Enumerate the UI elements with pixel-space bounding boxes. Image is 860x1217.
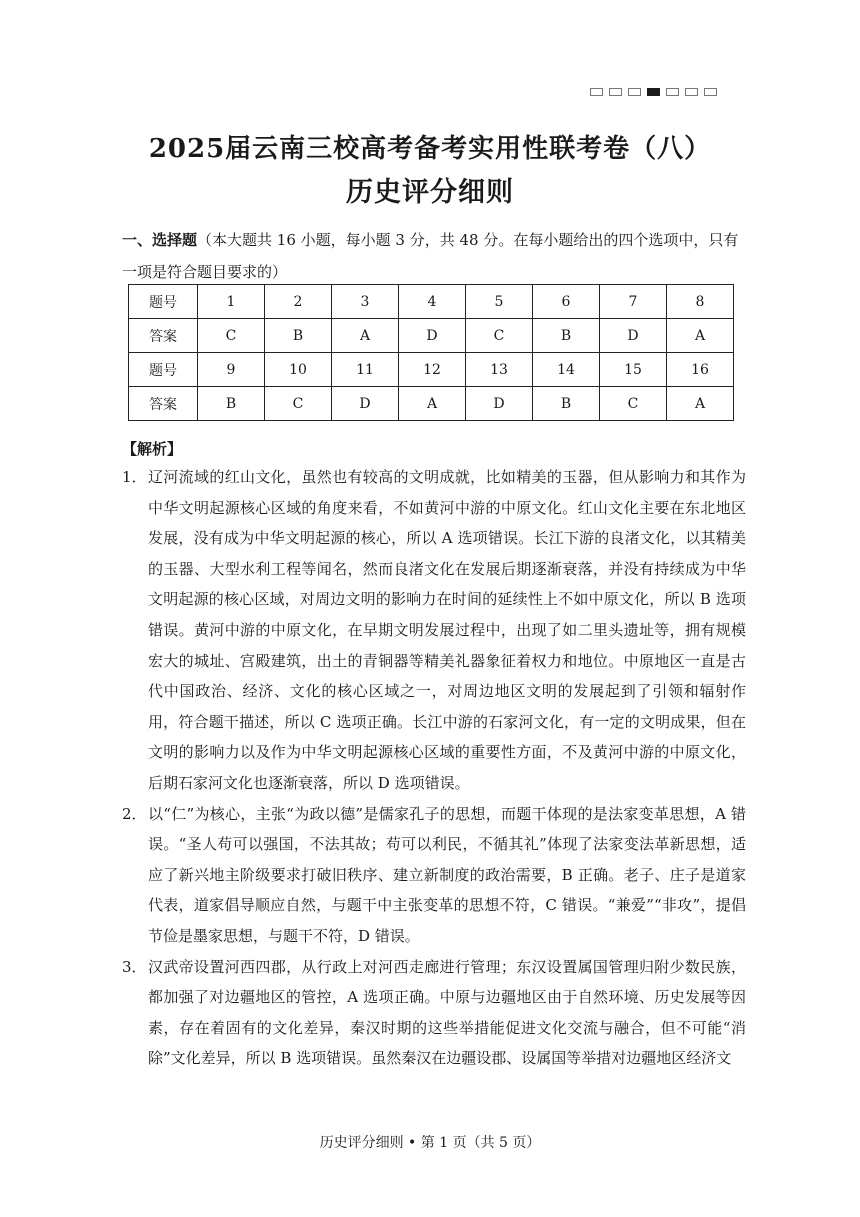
analysis-list xyxy=(122,462,746,1074)
section-instructions xyxy=(122,224,742,288)
analysis-item xyxy=(122,952,746,1074)
page-position-markers xyxy=(590,88,717,96)
page-marker xyxy=(704,88,717,96)
answer-cell: A xyxy=(667,387,734,421)
table-row xyxy=(129,285,734,319)
answer-cell: A xyxy=(399,387,466,421)
answer-cell: C xyxy=(265,387,332,421)
question-number: 16 xyxy=(667,353,734,387)
question-number: 11 xyxy=(332,353,399,387)
question-number: 13 xyxy=(466,353,533,387)
answer-cell: B xyxy=(198,387,265,421)
answer-cell: D xyxy=(600,319,667,353)
document-title: 2025届云南三校高考备考实用性联考卷（八） xyxy=(148,134,712,164)
question-number: 12 xyxy=(399,353,466,387)
answer-cell: A xyxy=(667,319,734,353)
question-number: 6 xyxy=(533,285,600,319)
answer-cell: D xyxy=(399,319,466,353)
item-text: 汉武帝设置河西四郡，从行政上对河西走廊进行管理；东汉设置属国管理归附少数民族，都加强了对边疆地区的管控，A 选项正确。中原与边疆地区由于自然环境、历史发展等因素，存在着固有的文化差异，秦汉时期的这些举措能促进文化交流与融合，但不可能“消除”文化差异，所以 B 选项错误。虽然秦汉在边疆设郡、设属国等举措对边疆地区经济文 xyxy=(148,957,746,1068)
table-row xyxy=(129,387,734,421)
item-text: 辽河流域的红山文化，虽然也有较高的文明成就，比如精美的玉器，但从影响力和其作为中华文明起源核心区域的角度来看，不如黄河中游的中原文化。红山文化主要在东北地区发展，没有成为中华文明起源的核心，所以 A 选项错误。长江下游的良渚文化，以其精美的玉器、大型水利工程等闻名，然而良渚文化在发展后期逐渐衰落，并没有持续成为中华文明起源的核心区域，对周边文明的影响力在时间的延续性上不如中原文化，所以 B 选项错误。黄河中游的中原文化，在早期文明发展过程中，出现了如二里头遗址等，拥有规模宏大的城址、宫殿建筑，出土的青铜器等精美礼器象征着权力和地位。中原地区一直是古代中国政治、经济、文化的核心区域之一，对周边地区文明的发展起到了引领和辐射作用，符合题干描述，所以 C 选项正确。长江中游的石家河文化，有一定的文明成果，但在文明的影响力以及作为中华文明起源核心区域的重要性方面，不及黄河中游的中原文化，后期石家河文化也逐渐衰落，所以 D 选项错误。 xyxy=(148,468,746,792)
analysis-item xyxy=(122,799,746,952)
answer-cell: C xyxy=(600,387,667,421)
item-number: 2． xyxy=(122,804,147,823)
analysis-item xyxy=(122,462,746,799)
question-number: 4 xyxy=(399,285,466,319)
question-number: 10 xyxy=(265,353,332,387)
table-row xyxy=(129,319,734,353)
page-marker xyxy=(590,88,603,96)
question-number: 1 xyxy=(198,285,265,319)
section-heading: 一、选择题 xyxy=(122,231,198,249)
question-number: 7 xyxy=(600,285,667,319)
page-footer: 历史评分细则 • 第 1 页（共 5 页） xyxy=(319,1135,541,1151)
question-number: 5 xyxy=(466,285,533,319)
item-number: 1． xyxy=(122,468,147,486)
answer-cell: B xyxy=(265,319,332,353)
page-marker xyxy=(685,88,698,96)
question-number: 14 xyxy=(533,353,600,387)
row-label: 答案 xyxy=(129,387,198,421)
section-description: （本大题共 16 小题，每小题 3 分，共 48 分。在每小题给出的四个选项中，只有一项是符合题目要求的） xyxy=(122,231,739,281)
answer-cell: D xyxy=(466,387,533,421)
row-label: 答案 xyxy=(129,319,198,353)
answer-table xyxy=(128,284,734,421)
row-label: 题号 xyxy=(129,285,198,319)
answer-cell: B xyxy=(533,387,600,421)
row-label: 题号 xyxy=(129,353,198,387)
answer-cell: C xyxy=(198,319,265,353)
item-number: 3． xyxy=(122,957,147,976)
page-marker xyxy=(609,88,622,96)
question-number: 2 xyxy=(265,285,332,319)
document-subtitle: 历史评分细则 xyxy=(346,177,514,208)
item-text: 以“仁”为核心，主张“为政以德”是儒家孔子的思想，而题干体现的是法家变革思想，A 错误。“圣人苟可以强国，不法其故；苟可以利民，不循其礼”体现了法家变法革新思想，适应了新兴地主阶级要求打破旧秩序、建立新制度的政治需要，B 正确。老子、庄子是道家代表，道家倡导顺应自然，与题干中主张变革的思想不符，C 错误。“兼爱”“非攻”，提倡节俭是墨家思想，与题干不符，D 错误。 xyxy=(148,804,746,945)
question-number: 8 xyxy=(667,285,734,319)
page-marker xyxy=(628,88,641,96)
answer-cell: C xyxy=(466,319,533,353)
answer-cell: A xyxy=(332,319,399,353)
question-number: 9 xyxy=(198,353,265,387)
analysis-heading: 【解析】 xyxy=(122,440,183,458)
answer-cell: D xyxy=(332,387,399,421)
table-row xyxy=(129,353,734,387)
page-marker xyxy=(666,88,679,96)
question-number: 15 xyxy=(600,353,667,387)
page-marker-active xyxy=(647,88,660,96)
question-number: 3 xyxy=(332,285,399,319)
answer-cell: B xyxy=(533,319,600,353)
